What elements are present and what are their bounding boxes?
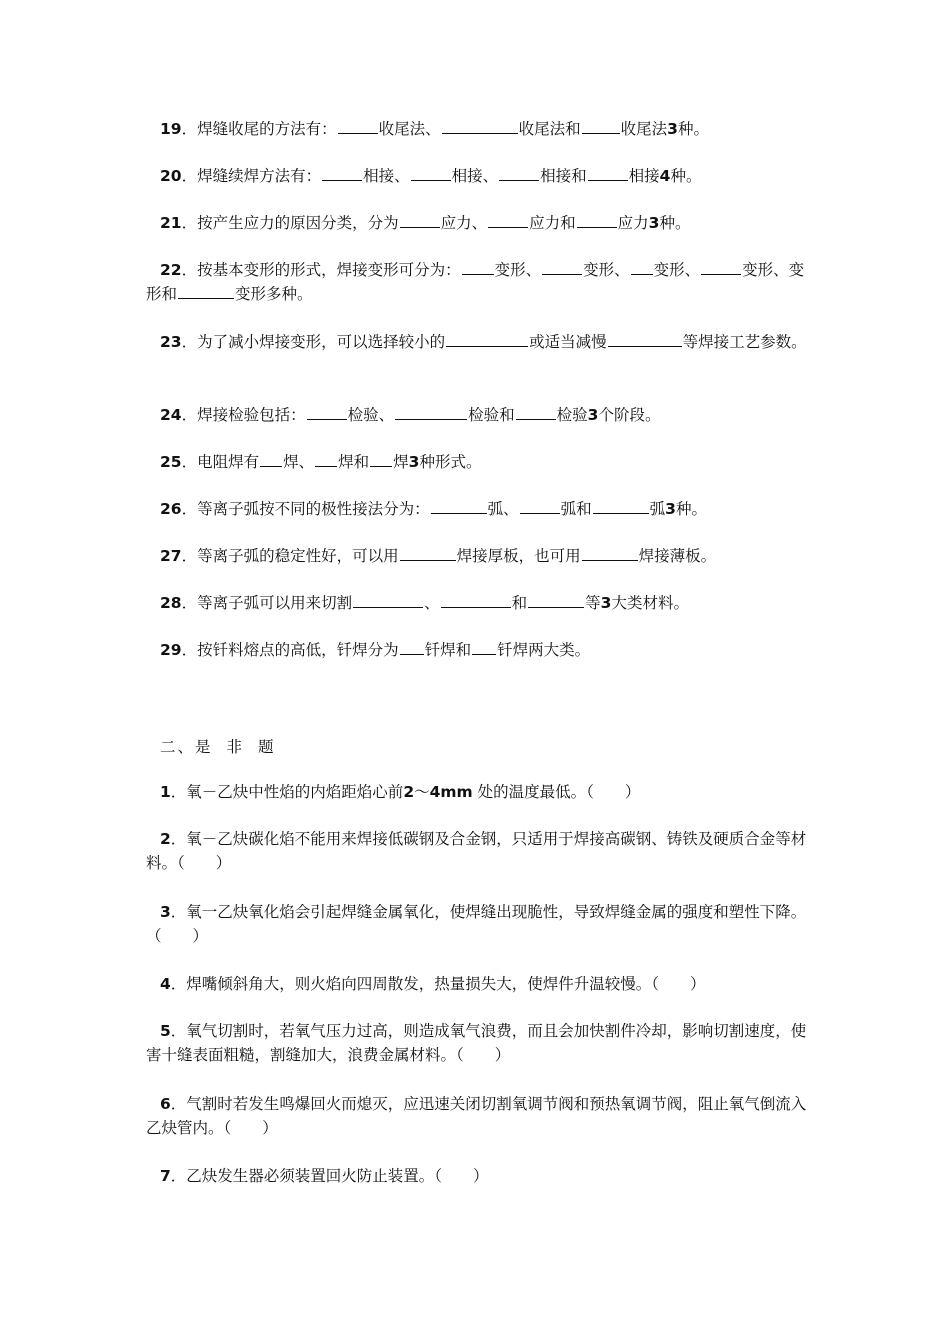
question-number: 6: [160, 1095, 171, 1113]
question-number: 4: [160, 975, 171, 993]
question-19: [146, 117, 810, 141]
question-number: 28: [160, 594, 182, 612]
question-number: 3: [160, 903, 171, 921]
section-heading: [160, 735, 290, 757]
question-21: [146, 211, 810, 235]
question-text: 种。: [677, 120, 709, 138]
question-text: 3: [587, 406, 599, 424]
question-text: 等焊接工艺参数。: [682, 333, 807, 351]
question-25: [146, 450, 810, 474]
question-text: ．氧一乙炔氧化焰会引起焊缝金属氧化，使焊缝出现脆性，导致焊缝金属的强度和塑性下降。（ ）: [146, 903, 807, 945]
answer-blank[interactable]: [442, 117, 518, 134]
tf-question-1: [146, 780, 810, 804]
answer-blank[interactable]: [520, 497, 560, 514]
answer-blank[interactable]: [395, 403, 467, 420]
question-26: [146, 497, 810, 521]
question-number: 22: [160, 261, 182, 279]
question-number: 21: [160, 214, 182, 232]
answer-blank[interactable]: [260, 450, 282, 467]
question-text: ．为了减小焊接变形，可以选择较小的: [181, 333, 446, 351]
answer-blank[interactable]: [577, 211, 617, 228]
question-text: 大类材料。: [611, 594, 689, 612]
answer-blank[interactable]: [353, 591, 423, 608]
answer-blank[interactable]: [178, 282, 234, 299]
answer-blank[interactable]: [488, 211, 528, 228]
question-text: 检验: [556, 406, 588, 424]
question-text: 钎焊和: [424, 641, 472, 659]
section-heading-part: 二、是: [160, 738, 213, 756]
question-text: 种。: [675, 500, 707, 518]
question-text: ．氧－乙炔碳化焰不能用来焊接低碳钢及合金钢，只适用于焊接高碳钢、铸铁及硬质合金等材料。（ ）: [146, 830, 807, 872]
question-text: ．等离子弧可以用来切割: [181, 594, 353, 612]
question-text: 2: [403, 783, 415, 801]
answer-blank[interactable]: [499, 164, 539, 181]
question-text: 收尾法: [620, 120, 668, 138]
question-text: 4mm: [429, 783, 473, 801]
answer-blank[interactable]: [446, 330, 528, 347]
question-text: 变形多种。: [235, 285, 313, 303]
answer-blank[interactable]: [608, 330, 682, 347]
question-text: ．按基本变形的形式，焊接变形可分为：: [181, 261, 461, 279]
question-text: 3: [667, 120, 678, 138]
question-text: ．氧气切割时，若氧气压力过高，则造成氧气浪费，而且会加快割件冷却，影响切割速度，使害十缝表面粗糙，割缝加大，浪费金属材料。（ ）: [146, 1022, 807, 1064]
question-27: [146, 544, 810, 568]
question-text: ．电阻焊有: [181, 453, 260, 471]
question-text: 3: [600, 594, 612, 612]
question-28: [146, 591, 810, 615]
question-text: 弧、: [487, 500, 519, 518]
answer-blank[interactable]: [338, 117, 378, 134]
question-number: 27: [160, 547, 182, 565]
question-text: 相接: [628, 167, 660, 185]
question-20: [146, 164, 810, 188]
question-text: 3: [408, 453, 420, 471]
question-text: 焊和: [338, 453, 370, 471]
question-text: ．焊缝续焊方法有：: [181, 167, 322, 185]
question-number: 24: [160, 406, 182, 424]
question-number: 29: [160, 641, 182, 659]
question-text: ．按产生应力的原因分类，分为: [181, 214, 399, 232]
question-text: ．焊接检验包括：: [181, 406, 306, 424]
tf-question-4: [146, 972, 810, 996]
tf-question-3: [146, 900, 810, 948]
question-22: [146, 258, 810, 306]
question-text: ．氧－乙炔中性焰的内焰距焰心前: [170, 783, 404, 801]
question-number: 25: [160, 453, 182, 471]
question-text: ．气割时若发生鸣爆回火而熄灭，应迅速关闭切割氧调节阀和预热氧调节阀，阻止氧气倒流入乙炔管内。（ ）: [146, 1095, 807, 1137]
answer-blank[interactable]: [528, 591, 584, 608]
question-text: 弧和: [560, 500, 592, 518]
question-text: 、: [424, 594, 440, 612]
question-text: 和: [511, 594, 528, 612]
answer-blank[interactable]: [516, 403, 556, 420]
question-number: 5: [160, 1022, 171, 1040]
question-text: 3: [648, 214, 660, 232]
question-number: 20: [160, 167, 182, 185]
question-text: 钎焊两大类。: [497, 641, 591, 659]
answer-blank[interactable]: [307, 403, 347, 420]
question-number: 23: [160, 333, 182, 351]
tf-question-6: [146, 1092, 810, 1140]
question-text: ．乙炔发生器必须装置回火防止装置。（ ）: [170, 1167, 489, 1185]
question-text: 变形、变形和: [146, 261, 805, 303]
question-text: ．等离子弧按不同的极性接法分为：: [181, 500, 430, 518]
answer-blank[interactable]: [400, 544, 456, 561]
question-number: 19: [160, 120, 182, 138]
answer-blank[interactable]: [472, 638, 496, 655]
question-text: 种形式。: [419, 453, 482, 471]
question-number: 1: [160, 783, 171, 801]
question-23: [146, 330, 810, 354]
answer-blank[interactable]: [701, 258, 741, 275]
question-text: 弧: [649, 500, 666, 518]
question-number: 7: [160, 1167, 171, 1185]
question-text: 种。: [659, 214, 691, 232]
answer-blank[interactable]: [441, 591, 511, 608]
question-text: 种。: [670, 167, 702, 185]
answer-blank[interactable]: [322, 164, 362, 181]
answer-blank[interactable]: [588, 164, 628, 181]
question-number: 26: [160, 500, 182, 518]
question-text: ．焊嘴倾斜角大，则火焰向四周散发，热量损失大，使焊件升温较慢。（ ）: [170, 975, 706, 993]
question-text: ～: [414, 783, 430, 801]
question-text: 变形、: [583, 261, 630, 279]
question-text: ．按钎料熔点的高低，钎焊分为: [181, 641, 399, 659]
question-text: 等: [585, 594, 601, 612]
question-text: ．焊缝收尾的方法有：: [181, 120, 337, 138]
answer-blank[interactable]: [582, 117, 620, 134]
question-text: 检验和: [468, 406, 515, 424]
tf-question-2: [146, 827, 810, 875]
question-text: 收尾法和: [518, 120, 581, 138]
question-text: 相接、: [451, 167, 499, 185]
question-text: 收尾法、: [378, 120, 441, 138]
question-text: 焊接薄板。: [638, 547, 717, 565]
tf-question-5: [146, 1019, 810, 1067]
answer-blank[interactable]: [370, 450, 392, 467]
question-text: ．等离子弧的稳定性好，可以用: [181, 547, 399, 565]
question-24: [146, 403, 810, 427]
question-text: 应力: [617, 214, 649, 232]
question-text: 个阶段。: [598, 406, 661, 424]
answer-blank[interactable]: [411, 164, 451, 181]
tf-question-7: [146, 1164, 810, 1188]
question-text: 检验、: [347, 406, 395, 424]
question-text: 焊: [393, 453, 409, 471]
answer-blank[interactable]: [593, 497, 649, 514]
question-text: 相接和: [540, 167, 587, 185]
answer-blank[interactable]: [431, 497, 487, 514]
question-number: 2: [160, 830, 171, 848]
question-text: 应力和: [529, 214, 576, 232]
answer-blank[interactable]: [631, 258, 653, 275]
question-text: 4: [659, 167, 671, 185]
question-text: 处的温度最低。（ ）: [472, 783, 641, 801]
question-text: 焊、: [283, 453, 315, 471]
question-text: 变形、: [494, 261, 542, 279]
answer-blank[interactable]: [462, 258, 494, 275]
answer-blank[interactable]: [582, 544, 638, 561]
question-29: [146, 638, 810, 662]
question-text: 变形、: [653, 261, 701, 279]
question-text: 或适当减慢: [529, 333, 607, 351]
section-heading-part: 题: [258, 738, 276, 756]
question-text: 相接、: [363, 167, 410, 185]
question-text: 应力、: [440, 214, 488, 232]
question-text: 3: [665, 500, 676, 518]
answer-blank[interactable]: [542, 258, 582, 275]
section-heading-part: 非: [226, 738, 245, 756]
answer-blank[interactable]: [315, 450, 337, 467]
question-text: 焊接厚板，也可用: [456, 547, 581, 565]
answer-blank[interactable]: [400, 211, 440, 228]
answer-blank[interactable]: [400, 638, 424, 655]
